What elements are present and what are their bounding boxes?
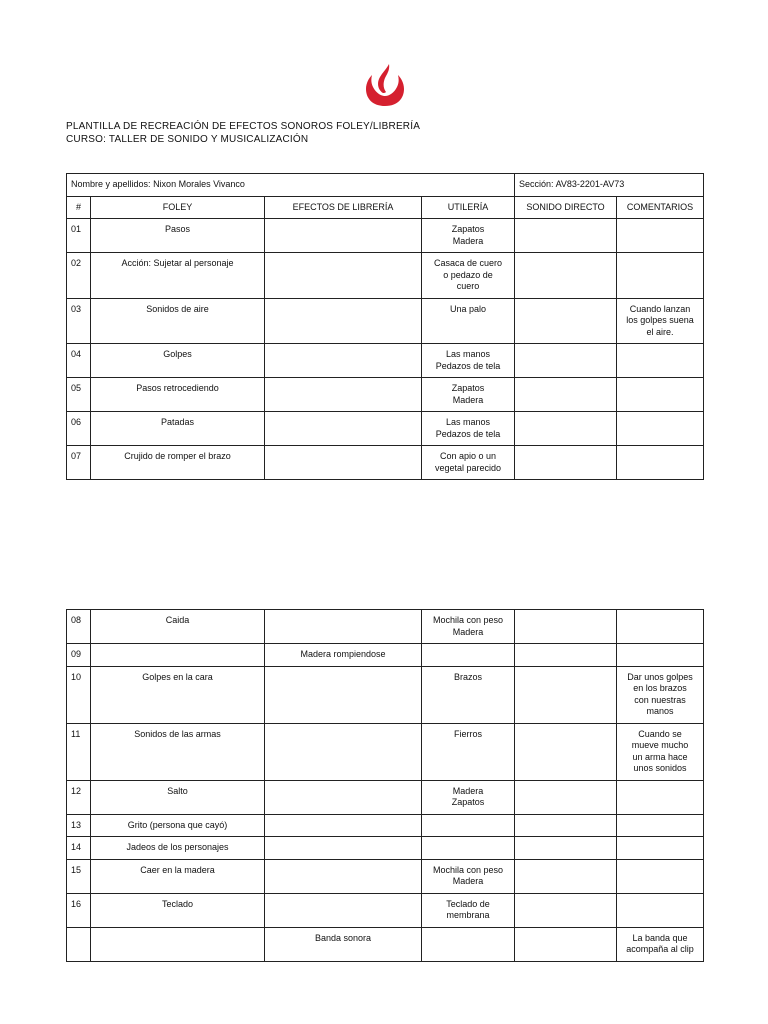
row-number: 10 <box>67 666 91 723</box>
table-row <box>67 219 704 253</box>
table-row <box>67 610 704 644</box>
table-row <box>67 344 704 378</box>
table-body-page-1 <box>67 219 704 480</box>
sonido-directo-cell <box>515 814 617 837</box>
comentarios-cell <box>617 219 704 253</box>
foley-cell: Sonidos de aire <box>91 298 265 344</box>
utileria-cell <box>422 927 515 961</box>
foley-cell: Salto <box>91 780 265 814</box>
col-header-comentarios: COMENTARIOS <box>617 196 704 219</box>
foley-table-page-2 <box>66 609 704 962</box>
foley-cell: Jadeos de los personajes <box>91 837 265 860</box>
col-header-libreria: EFECTOS DE LIBRERÍA <box>265 196 422 219</box>
row-number: 01 <box>67 219 91 253</box>
comentarios-cell <box>617 412 704 446</box>
foley-cell <box>91 927 265 961</box>
comentarios-cell <box>617 893 704 927</box>
table-body-page-2 <box>67 610 704 962</box>
libreria-cell <box>265 666 422 723</box>
foley-cell: Pasos <box>91 219 265 253</box>
row-number: 12 <box>67 780 91 814</box>
sonido-directo-cell <box>515 644 617 667</box>
sonido-directo-cell <box>515 298 617 344</box>
col-header-sonido-directo: SONIDO DIRECTO <box>515 196 617 219</box>
row-number: 13 <box>67 814 91 837</box>
table-row <box>67 859 704 893</box>
utileria-cell <box>422 837 515 860</box>
sonido-directo-cell <box>515 610 617 644</box>
section-label: Sección: <box>519 179 554 189</box>
utileria-cell: Madera Zapatos <box>422 780 515 814</box>
row-number: 07 <box>67 446 91 480</box>
row-number: 05 <box>67 378 91 412</box>
libreria-cell <box>265 837 422 860</box>
table-row <box>67 253 704 299</box>
libreria-cell: Madera rompiendose <box>265 644 422 667</box>
utileria-cell: Mochila con peso Madera <box>422 610 515 644</box>
section-cell <box>515 174 704 197</box>
col-header-utileria: UTILERÍA <box>422 196 515 219</box>
table-row <box>67 666 704 723</box>
sonido-directo-cell <box>515 723 617 780</box>
libreria-cell <box>265 253 422 299</box>
table-row <box>67 378 704 412</box>
comentarios-cell <box>617 253 704 299</box>
utileria-cell: Teclado de membrana <box>422 893 515 927</box>
row-number: 15 <box>67 859 91 893</box>
sonido-directo-cell <box>515 893 617 927</box>
foley-cell: Caer en la madera <box>91 859 265 893</box>
table-row <box>67 780 704 814</box>
libreria-cell <box>265 344 422 378</box>
sonido-directo-cell <box>515 927 617 961</box>
row-number: 06 <box>67 412 91 446</box>
student-name-label: Nombre y apellidos: <box>71 179 151 189</box>
sonido-directo-cell <box>515 344 617 378</box>
utileria-cell <box>422 644 515 667</box>
table-row <box>67 412 704 446</box>
libreria-cell <box>265 219 422 253</box>
utileria-cell: Zapatos Madera <box>422 378 515 412</box>
comentarios-cell <box>617 837 704 860</box>
foley-cell: Crujido de romper el brazo <box>91 446 265 480</box>
foley-cell: Pasos retrocediendo <box>91 378 265 412</box>
utileria-cell: Las manos Pedazos de tela <box>422 344 515 378</box>
comentarios-cell <box>617 859 704 893</box>
table-row <box>67 298 704 344</box>
utileria-cell: Con apio o un vegetal parecido <box>422 446 515 480</box>
sonido-directo-cell <box>515 412 617 446</box>
row-number: 02 <box>67 253 91 299</box>
template-title: PLANTILLA DE RECREACIÓN DE EFECTOS SONOROS FOLEY/LIBRERÍA <box>66 121 421 132</box>
comentarios-cell <box>617 378 704 412</box>
col-header-foley: FOLEY <box>91 196 265 219</box>
table-row <box>67 893 704 927</box>
row-number: 09 <box>67 644 91 667</box>
utileria-cell: Mochila con peso Madera <box>422 859 515 893</box>
row-number <box>67 927 91 961</box>
sonido-directo-cell <box>515 780 617 814</box>
table-row <box>67 723 704 780</box>
foley-cell: Golpes <box>91 344 265 378</box>
utileria-cell: Brazos <box>422 666 515 723</box>
sonido-directo-cell <box>515 446 617 480</box>
libreria-cell: Banda sonora <box>265 927 422 961</box>
foley-cell: Acción: Sujetar al personaje <box>91 253 265 299</box>
row-number: 04 <box>67 344 91 378</box>
foley-cell: Grito (persona que cayó) <box>91 814 265 837</box>
sonido-directo-cell <box>515 859 617 893</box>
table-row <box>67 446 704 480</box>
comentarios-cell <box>617 780 704 814</box>
sonido-directo-cell <box>515 666 617 723</box>
comentarios-cell <box>617 814 704 837</box>
sonido-directo-cell <box>515 253 617 299</box>
utileria-cell <box>422 814 515 837</box>
libreria-cell <box>265 446 422 480</box>
comentarios-cell: Cuando lanzan los golpes suena el aire. <box>617 298 704 344</box>
student-name-cell <box>67 174 515 197</box>
libreria-cell <box>265 814 422 837</box>
foley-cell: Golpes en la cara <box>91 666 265 723</box>
utileria-cell: Fierros <box>422 723 515 780</box>
libreria-cell <box>265 723 422 780</box>
libreria-cell <box>265 859 422 893</box>
foley-table-page-1 <box>66 173 704 480</box>
utileria-cell: Casaca de cuero o pedazo de cuero <box>422 253 515 299</box>
section-value: AV83-2201-AV73 <box>555 179 625 189</box>
table-row <box>67 644 704 667</box>
table-row <box>67 927 704 961</box>
sonido-directo-cell <box>515 219 617 253</box>
utileria-cell: Las manos Pedazos de tela <box>422 412 515 446</box>
sonido-directo-cell <box>515 837 617 860</box>
foley-cell <box>91 644 265 667</box>
row-number: 14 <box>67 837 91 860</box>
libreria-cell <box>265 610 422 644</box>
table-row <box>67 814 704 837</box>
utileria-cell: Zapatos Madera <box>422 219 515 253</box>
table-row <box>67 837 704 860</box>
row-number: 16 <box>67 893 91 927</box>
comentarios-cell <box>617 344 704 378</box>
column-header-row <box>67 196 704 219</box>
libreria-cell <box>265 893 422 927</box>
foley-cell: Patadas <box>91 412 265 446</box>
comentarios-cell <box>617 446 704 480</box>
row-number: 08 <box>67 610 91 644</box>
libreria-cell <box>265 298 422 344</box>
row-number: 11 <box>67 723 91 780</box>
comentarios-cell: La banda que acompaña al clip <box>617 927 704 961</box>
foley-cell: Teclado <box>91 893 265 927</box>
libreria-cell <box>265 780 422 814</box>
foley-cell: Caida <box>91 610 265 644</box>
sonido-directo-cell <box>515 378 617 412</box>
col-header-number: # <box>67 196 91 219</box>
row-number: 03 <box>67 298 91 344</box>
libreria-cell <box>265 412 422 446</box>
comentarios-cell <box>617 644 704 667</box>
university-logo-icon <box>362 62 408 108</box>
utileria-cell: Una palo <box>422 298 515 344</box>
document-heading <box>66 120 420 146</box>
comentarios-cell: Cuando se mueve mucho un arma hace unos sonidos <box>617 723 704 780</box>
foley-cell: Sonidos de las armas <box>91 723 265 780</box>
student-info-row <box>67 174 704 197</box>
course-title: CURSO: TALLER DE SONIDO Y MUSICALIZACIÓN <box>66 134 309 145</box>
student-name-value: Nixon Morales Vivanco <box>153 179 245 189</box>
comentarios-cell: Dar unos golpes en los brazos con nuestras manos <box>617 666 704 723</box>
libreria-cell <box>265 378 422 412</box>
comentarios-cell <box>617 610 704 644</box>
